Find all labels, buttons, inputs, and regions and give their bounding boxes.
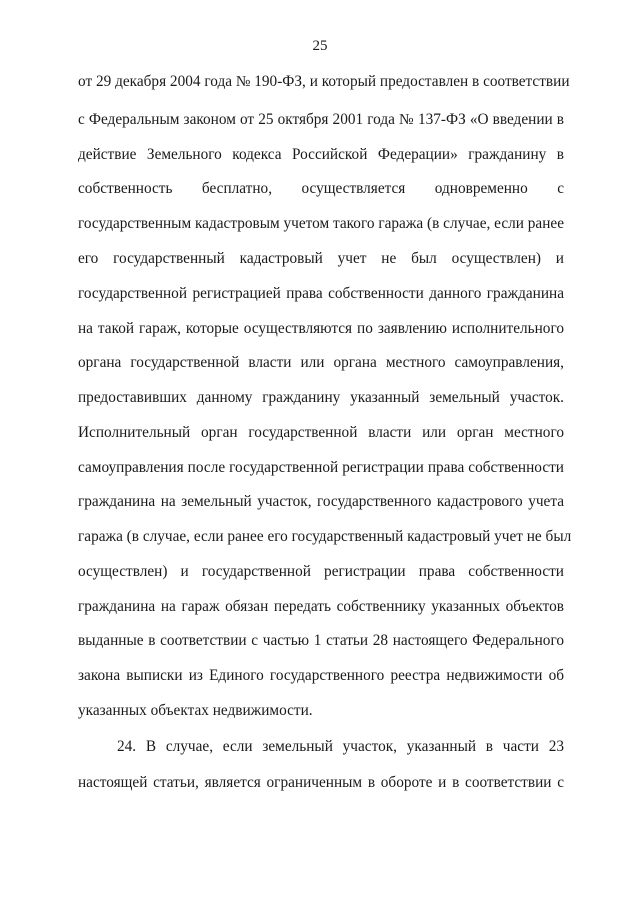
text-line: выданные в соответствии с частью 1 статьи 28 настоящего Федерального <box>78 632 564 649</box>
text-line: гаража (в случае, если ранее его государственный кадастровый учет не был <box>78 528 572 545</box>
text-line: Исполнительный орган государственной власти или орган местного <box>78 424 564 441</box>
page-number: 25 <box>312 38 328 54</box>
text-line: закона выписки из Единого государственного реестра недвижимости об <box>78 667 564 684</box>
text-line: предоставивших данному гражданину указанный земельный участок. <box>78 389 564 406</box>
text-line: государственной регистрацией права собственности данного гражданина <box>78 285 564 302</box>
text-line: 24. В случае, если земельный участок, указанный в части 23 <box>117 738 564 755</box>
text-line: органа государственной власти или органа местного самоуправления, <box>78 354 564 371</box>
text-line: государственным кадастровым учетом такого гаража (в случае, если ранее <box>78 215 564 232</box>
text-line: осуществлен) и государственной регистрации права собственности <box>78 563 564 580</box>
text-line: от 29 декабря 2004 года № 190-ФЗ, и который предоставлен в соответствии <box>78 73 570 90</box>
text-line: действие Земельного кодекса Российской Федерации» гражданину в <box>78 146 564 163</box>
text-line: на такой гараж, которые осуществляются по заявлению исполнительного <box>78 320 564 337</box>
text-line: собственность бесплатно, осуществляется одновременно с <box>78 180 564 197</box>
text-line: гражданина на гараж обязан передать собственнику указанных объектов <box>78 598 564 615</box>
text-line: указанных объектах недвижимости. <box>78 702 313 719</box>
text-line: его государственный кадастровый учет не был осуществлен) и <box>78 250 564 267</box>
text-line: гражданина на земельный участок, государственного кадастрового учета <box>78 493 564 510</box>
text-line: настоящей статьи, является ограниченным в обороте и в соответствии с <box>78 774 564 791</box>
text-line: самоуправления после государственной регистрации права собственности <box>78 459 564 476</box>
text-line: с Федеральным законом от 25 октября 2001 года № 137-ФЗ «О введении в <box>78 111 564 128</box>
